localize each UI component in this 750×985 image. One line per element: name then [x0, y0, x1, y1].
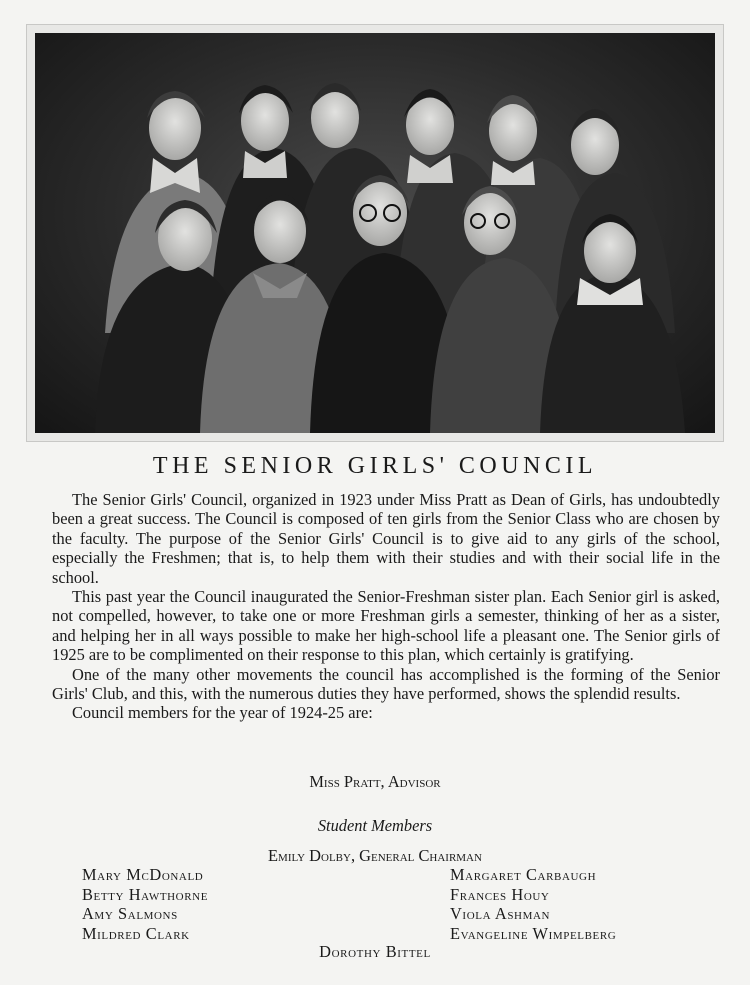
paragraph-1: The Senior Girls' Council, organized in 1923 under Miss Pratt as Dean of Girls, has undoubtedly been a great success. The Council is composed of ten girls from the Senior Class who are chosen by the faculty. The purpose of the Senior Girls' Council is to give aid to any girls of the school, especially the Freshmen; that is, to help them with their studies and with their social life in the school.: [52, 490, 720, 587]
member-name: Margaret Carbaugh: [450, 865, 597, 884]
paragraph-3: One of the many other movements the council has accomplished is the forming of the Senior Girls' Club, and this, with the numerous duties they have performed, shows the splendid results.: [52, 664, 720, 704]
article-body: [52, 490, 720, 723]
member-name: Mary McDonald: [82, 865, 204, 884]
member-name: Betty Hawthorne: [82, 884, 209, 904]
student-members-heading: Student Members: [317, 816, 433, 835]
member-name: Amy Salmons: [82, 904, 178, 923]
general-chairman: Emily Dolby, General Chairman: [268, 846, 482, 865]
member-name: Frances Houy: [450, 884, 550, 904]
members-right-column: [450, 865, 616, 943]
page-title: THE SENIOR GIRLS' COUNCIL: [152, 453, 598, 479]
members-left-column: [82, 865, 208, 943]
group-photo-illustration: [35, 33, 715, 433]
paragraph-4: Council members for the year of 1924-25 are:: [72, 703, 373, 723]
member-name: Evangeline Wimpelberg: [450, 923, 617, 943]
member-name: Viola Ashman: [450, 904, 551, 923]
advisor-line: Miss Pratt, Advisor: [309, 772, 441, 791]
member-name-last: Dorothy Bittel: [319, 942, 431, 961]
group-photo-frame: [26, 24, 724, 442]
group-photo: [35, 33, 715, 433]
member-name: Mildred Clark: [82, 923, 190, 943]
paragraph-2: This past year the Council inaugurated the Senior-Freshman sister plan. Each Senior girl is asked, not compelled, however, to take one or more Freshman girls a semester, thinking of her as a sister, and helping her in all ways possible to make her high-school life a pleasant one. The Senior girls of 1925 are to be complimented on their response to this plan, which certainly is gratifying.: [52, 587, 720, 665]
